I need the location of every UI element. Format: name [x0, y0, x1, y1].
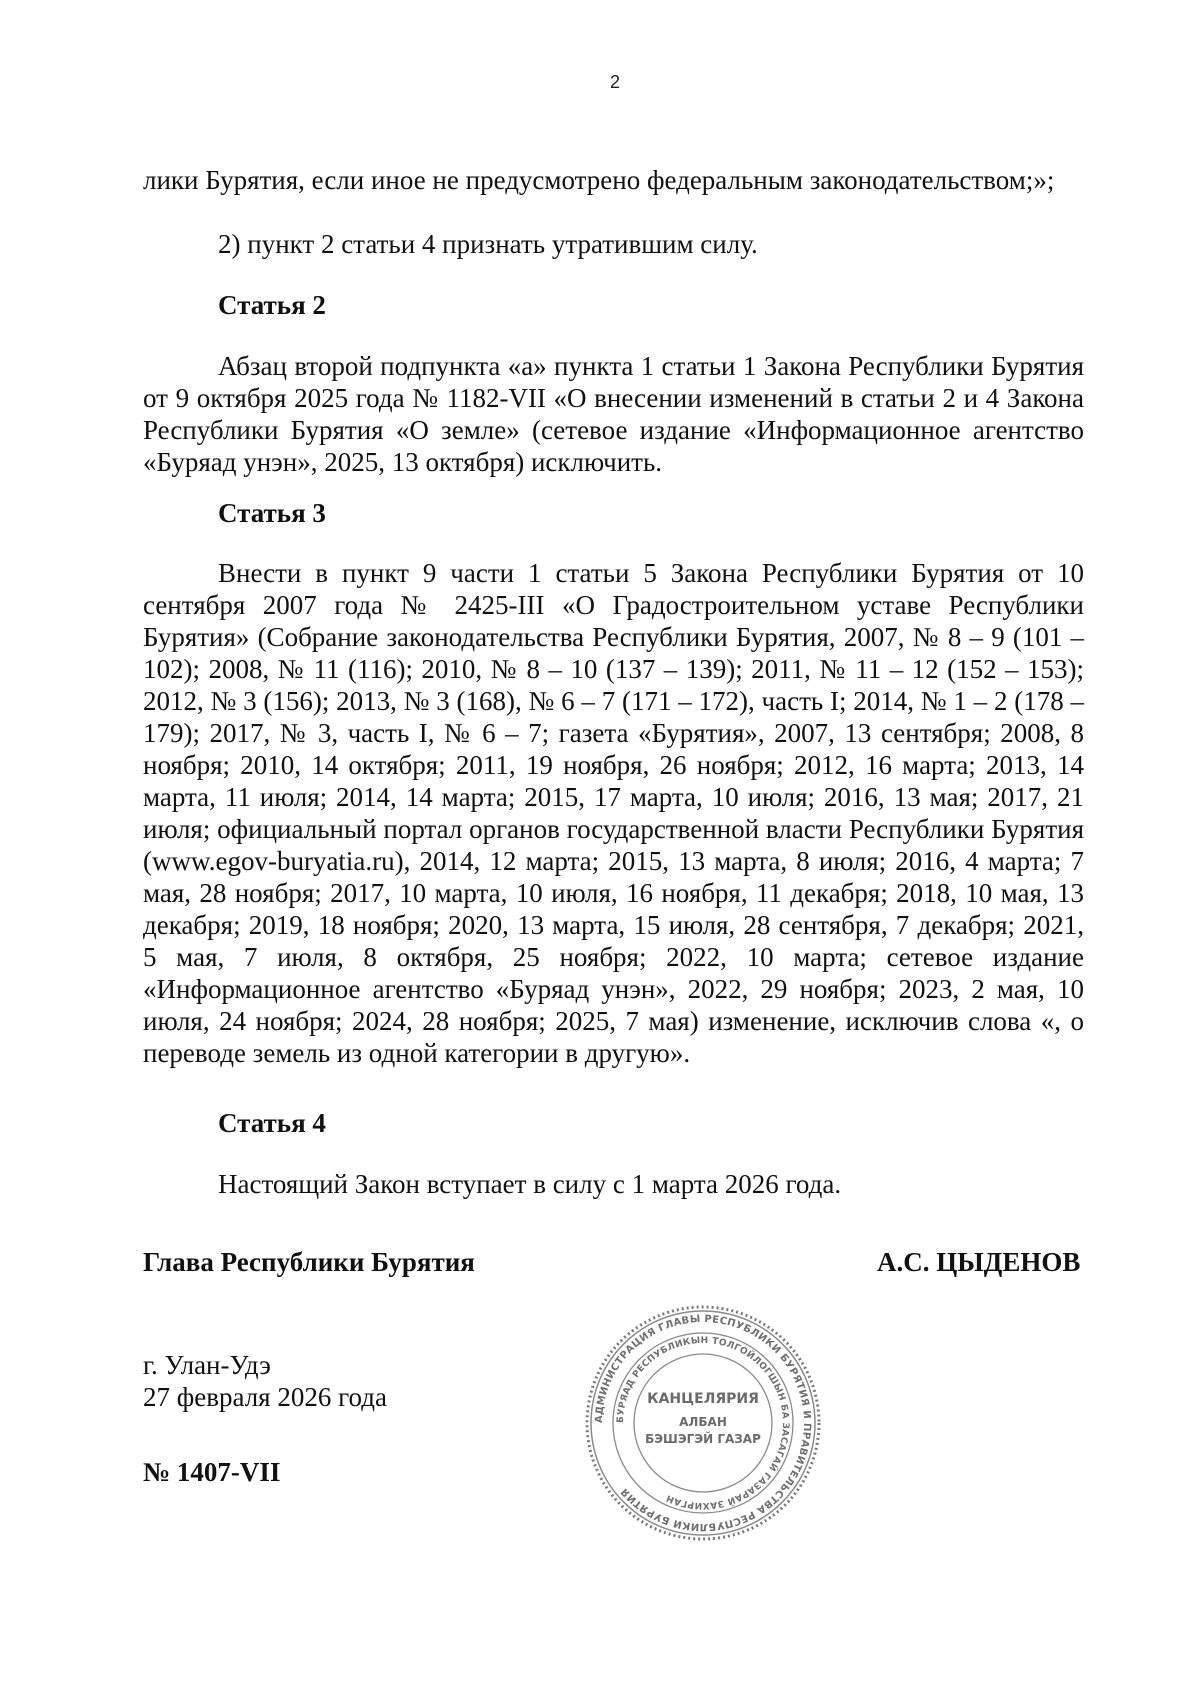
stamp-inner-text: БУРЯАД РЕСПУБЛИКЫН ТОЛГОЙЛОГШЫН БА ЗАСАГАЙ ГАЗАРАЙ ЗАХИРГАН: [615, 1335, 791, 1511]
stamp-center-line-2: АЛБАН: [679, 1415, 727, 1429]
signatory-position: Глава Республики Бурятия: [143, 1247, 475, 1277]
official-stamp: [582, 1302, 824, 1544]
article-3-title: Статья 3: [218, 498, 326, 528]
stamp-center-line-1: КАНЦЕЛЯРИЯ: [647, 1391, 759, 1407]
article-3-text: Внести в пункт 9 части 1 статьи 5 Закона Республики Бурятия от 10 сентября 2007 года № 2425-III «О Градостроительном уставе Республики Бурятия» (Собрание законодательства Республики Бурятия, 2007, № 8 – 9 (101 – 102); 2008, № 11 (116); 2010, № 8 – 10 (137 – 139); 2011, № 11 – 12 (152 – 153); 2012, № 3 (156); 2013, № 3 (168), № 6 – 7 (171 – 172), часть I; 2014, № 1 – 2 (178 – 179); 2017, № 3, часть I, № 6 – 7; газета «Бурятия», 2007, 13 сентября; 2008, 8 ноября; 2010, 14 октября; 2011, 19 ноября, 26 ноября; 2012, 16 марта; 2013, 14 марта, 11 июля; 2014, 14 марта; 2015, 17 марта, 10 июля; 2016, 13 мая; 2017, 21 июля; официальный портал органов государственной власти Республики Бурятия (www.egov-buryatia.ru), 2014, 12 марта; 2015, 13 марта, 8 июля; 2016, 4 марта; 7 мая, 28 ноября; 2017, 10 марта, 10 июля, 16 ноября, 11 декабря; 2018, 10 мая, 13 декабря; 2019, 18 ноября; 2020, 13 марта, 15 июля, 28 сентября, 7 декабря; 2021, 5 мая, 7 июля, 8 октября, 25 ноября; 2022, 10 марта; сетевое издание «Информационное агентство «Буряад унэн», 2022, 29 ноября; 2023, 2 мая, 10 июля, 24 ноября; 2024, 28 ноября; 2025, 7 мая) изменение, исключив слова «, о переводе земель из одной категории в другую».: [143, 558, 1084, 1068]
stamp-center-line-3: БЭШЭГЭЙ ГАЗАР: [645, 1432, 761, 1446]
item-2: 2) пункт 2 статьи 4 признать утратившим силу.: [218, 229, 758, 259]
continued-paragraph: лики Бурятия, если иное не предусмотрено федеральным законодательством;»;: [143, 165, 1055, 195]
article-4-title: Статья 4: [218, 1108, 326, 1138]
page-number: 2: [609, 72, 620, 92]
law-number: № 1407-VII: [143, 1457, 281, 1487]
article-2-title: Статья 2: [218, 290, 326, 320]
article-4-text: Настоящий Закон вступает в силу с 1 марта 2026 года.: [218, 1169, 842, 1199]
signatory-name: А.С. ЦЫДЕНОВ: [877, 1247, 1081, 1277]
signing-city: г. Улан-Удэ: [143, 1350, 271, 1380]
signing-date: 27 февраля 2026 года: [143, 1382, 387, 1412]
article-2-text: Абзац второй подпункта «а» пункта 1 статьи 1 Закона Республики Бурятия от 9 октября 2025 года № 1182-VII «О внесении изменений в статьи 2 и 4 Закона Республики Бурятия «О земле» (сетевое издание «Информационное агентство «Буряад унэн», 2025, 13 октября) исключить.: [143, 351, 1084, 477]
stamp-outer-text: АДМИНИСТРАЦИЯ ГЛАВЫ РЕСПУБЛИКИ БУРЯТИЯ И ПРАВИТЕЛЬСТВА РЕСПУБЛИКИ БУРЯТИЯ: [593, 1313, 813, 1533]
